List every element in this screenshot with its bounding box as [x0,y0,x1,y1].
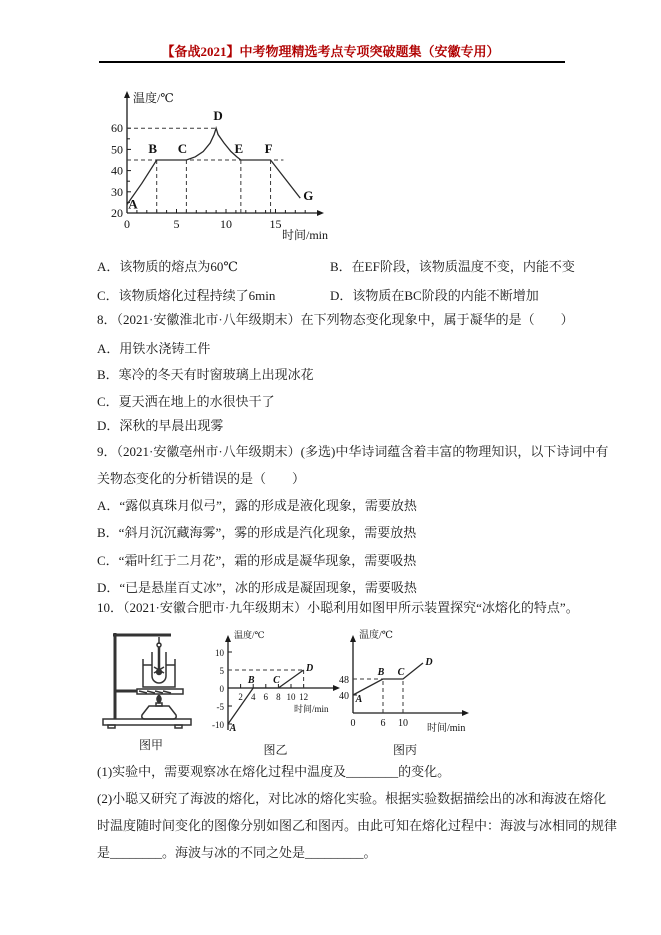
svg-text:48: 48 [339,675,349,686]
q7-option-d: D．该物质在BC阶段的内能不断增加 [330,288,539,303]
svg-text:E: E [234,141,244,156]
q9-stem-line-2: 关物态变化的分析错误的是（ ） [97,471,306,486]
svg-text:-5: -5 [216,702,224,712]
q9-option-c: C．“霜叶红于二月花”，霜的形成是凝华现象，需要吸热 [97,553,417,568]
q10-stem: 10．（2021·安徽合肥市·九年级期末）小聪利用如图甲所示装置探究“冰熔化的特点”。 [97,600,579,615]
svg-text:50: 50 [111,142,123,157]
svg-text:0: 0 [350,718,356,729]
svg-text:4: 4 [250,692,256,702]
svg-text:5: 5 [219,666,224,676]
svg-text:5: 5 [173,217,180,231]
svg-text:8: 8 [276,692,281,702]
svg-text:40: 40 [111,163,123,178]
header-rule [99,61,565,63]
svg-text:0: 0 [124,217,130,231]
svg-text:10: 10 [215,648,224,658]
svg-text:G: G [303,188,314,204]
heating-cooling-curve-chart [100,85,335,255]
caption-figure-yi: 图乙 [263,743,288,757]
page-title: 【备战2021】中考物理精选考点专项突破题集（安徽专用） [161,44,500,59]
svg-text:0: 0 [219,684,224,694]
q8-stem: 8．（2021·安徽淮北市·八年级期末）在下列物态变化现象中，属于凝华的是（ ） [97,312,574,327]
q7-option-b: B．在EF阶段，该物质温度不变，内能不变 [330,259,575,274]
apparatus-figure [99,627,205,731]
ice-curve-chart [208,628,343,740]
svg-text:时间/min: 时间/min [282,228,329,242]
svg-text:2: 2 [238,692,243,702]
svg-text:时间/min: 时间/min [427,723,466,734]
haibo-curve-chart [335,628,475,744]
svg-text:C: C [177,141,188,156]
svg-text:D: D [425,657,433,668]
q8-option-c: C．夏天洒在地上的水很快干了 [97,394,275,409]
svg-text:10: 10 [398,718,408,729]
q7-option-a: A．该物质的熔点为60℃ [97,259,238,274]
q8-option-d: D．深秋的早晨出现雾 [97,418,224,433]
svg-text:-10: -10 [212,720,224,730]
svg-text:A: A [128,196,138,212]
caption-figure-jia: 图甲 [138,738,163,752]
svg-text:D: D [213,108,223,124]
q10-sub1: (1)实验中，需要观察冰在熔化过程中温度及________的变化。 [97,764,451,779]
svg-text:30: 30 [111,184,123,199]
alcohol-lamp [142,706,176,719]
svg-text:温度/℃: 温度/℃ [234,630,265,640]
q9-option-a: A．“露似真珠月似弓”，露的形成是液化现象，需要放热 [97,498,417,513]
svg-text:C: C [273,675,280,686]
caption-figure-bing: 图丙 [392,743,417,757]
q10-sub2-line-1: (2)小聪又研究了海波的熔化，对比冰的熔化实验。根据实验数据描绘出的冰和海波在熔化 [97,791,607,806]
svg-text:F: F [264,141,273,156]
svg-text:6: 6 [380,718,386,729]
svg-text:15: 15 [269,217,282,231]
q7-option-c: C．该物质熔化过程持续了6min [97,288,276,303]
svg-text:A: A [229,723,237,734]
svg-text:60: 60 [111,121,123,136]
svg-text:D: D [305,663,314,674]
q9-option-d: D．“已是悬崖百丈冰”，冰的形成是凝固现象，需要吸热 [97,580,417,595]
svg-text:时间/min: 时间/min [294,704,329,714]
svg-text:温度/℃: 温度/℃ [133,91,174,105]
svg-text:B: B [377,667,385,678]
q8-option-a: A．用铁水浇铸工件 [97,341,211,356]
svg-text:6: 6 [263,692,269,702]
svg-text:20: 20 [111,206,123,220]
svg-text:C: C [397,667,405,678]
q10-sub2-line-2: 时温度随时间变化的图像分别如图乙和图丙。由此可知在熔化过程中：海波与冰相同的规律 [97,818,618,833]
svg-text:温度/℃: 温度/℃ [359,630,393,641]
svg-text:A: A [355,694,363,705]
q9-option-b: B．“斜月沉沉藏海雾”，雾的形成是汽化现象，需要放热 [97,525,417,540]
q8-option-b: B．寒冷的冬天有时窗玻璃上出现冰花 [97,367,314,382]
svg-text:10: 10 [286,692,296,702]
q10-sub2-line-3: 是________。海波与冰的不同之处是_________。 [97,845,377,860]
q9-stem-line-1: 9．（2021·安徽亳州市·八年级期末）(多选)中华诗词蕴含着丰富的物理知识，以下诗词中有 [97,444,609,459]
stand-base [103,719,191,725]
svg-text:B: B [148,141,158,156]
svg-text:10: 10 [220,217,232,231]
svg-text:40: 40 [339,691,349,702]
flame [157,695,161,703]
svg-text:12: 12 [299,692,309,702]
svg-text:B: B [247,675,255,686]
